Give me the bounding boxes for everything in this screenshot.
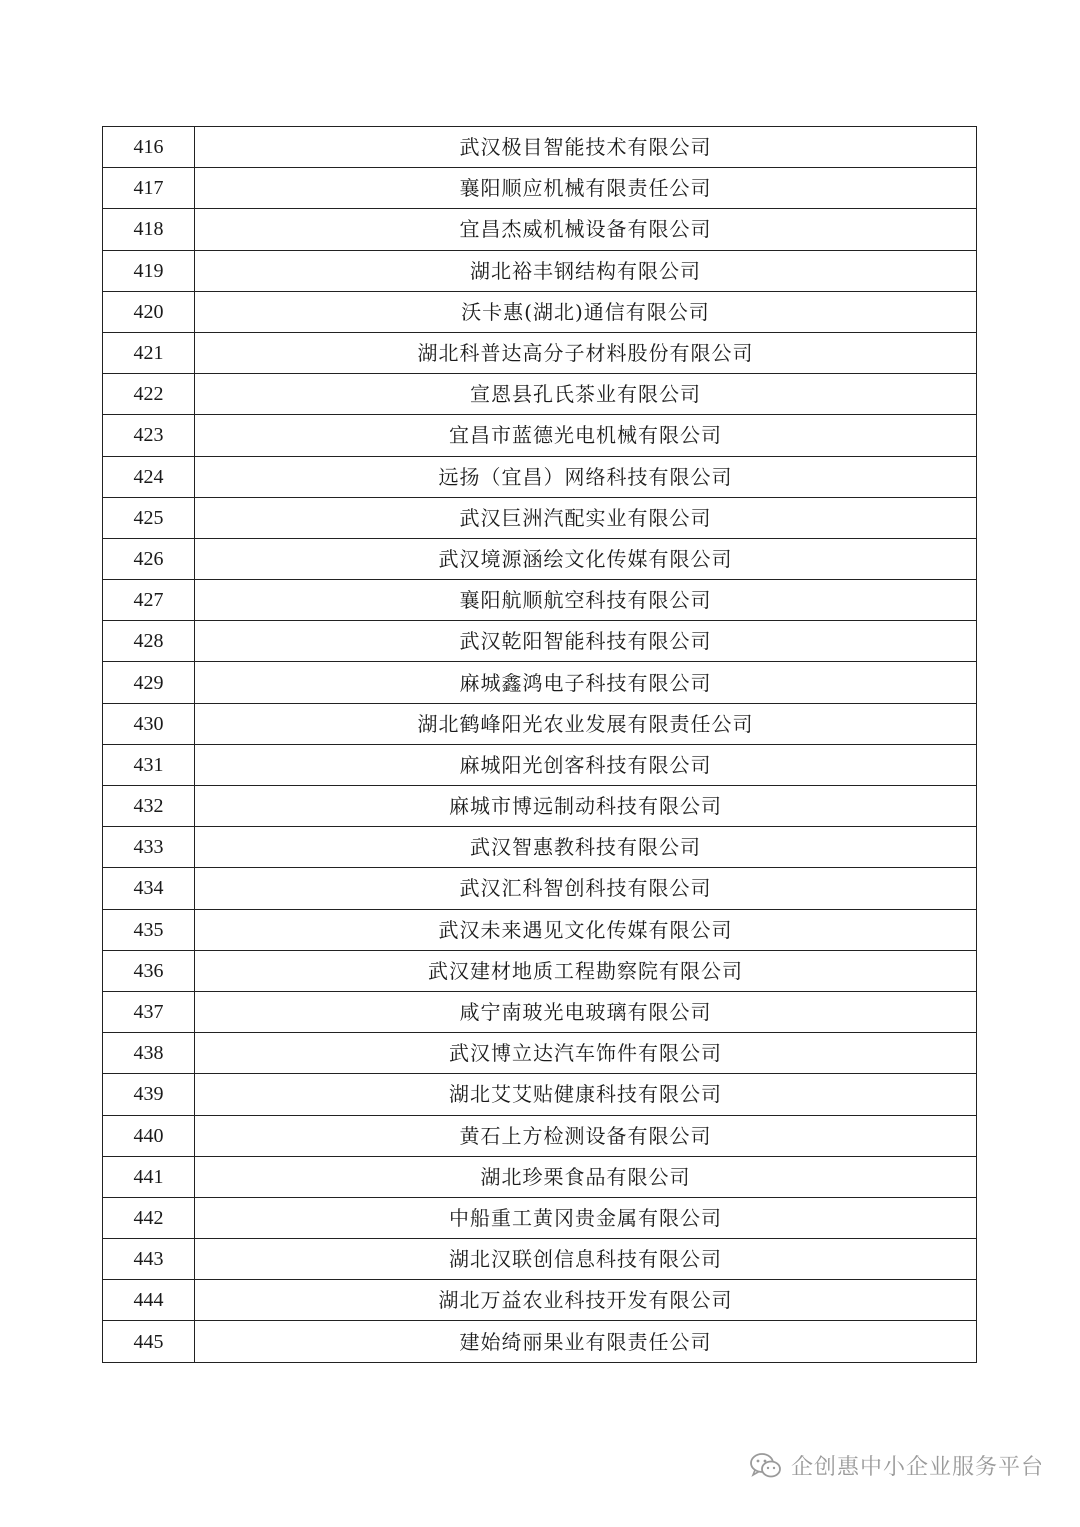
row-number-cell: 429 [103, 662, 195, 703]
table-row [103, 1280, 977, 1321]
company-name-cell: 武汉乾阳智能科技有限公司 [195, 621, 977, 662]
company-name-cell: 湖北珍栗食品有限公司 [195, 1156, 977, 1197]
table-row [103, 374, 977, 415]
company-name-cell: 湖北鹤峰阳光农业发展有限责任公司 [195, 703, 977, 744]
row-number-cell: 433 [103, 827, 195, 868]
company-name-cell: 武汉境源涵绘文化传媒有限公司 [195, 538, 977, 579]
company-name-cell: 麻城鑫鸿电子科技有限公司 [195, 662, 977, 703]
table-row [103, 456, 977, 497]
company-name-cell: 武汉汇科智创科技有限公司 [195, 868, 977, 909]
table-row [103, 127, 977, 168]
row-number-cell: 437 [103, 991, 195, 1032]
table-row [103, 580, 977, 621]
table-row [103, 1321, 977, 1362]
company-name-cell: 武汉未来遇见文化传媒有限公司 [195, 909, 977, 950]
row-number-cell: 421 [103, 332, 195, 373]
row-number-cell: 441 [103, 1156, 195, 1197]
row-number-cell: 432 [103, 786, 195, 827]
table-row [103, 1239, 977, 1280]
company-name-cell: 沃卡惠(湖北)通信有限公司 [195, 291, 977, 332]
company-name-cell: 湖北万益农业科技开发有限公司 [195, 1280, 977, 1321]
company-name-cell: 宜昌市蓝德光电机械有限公司 [195, 415, 977, 456]
company-name-cell: 远扬（宜昌）网络科技有限公司 [195, 456, 977, 497]
company-name-cell: 湖北汉联创信息科技有限公司 [195, 1239, 977, 1280]
table-row [103, 909, 977, 950]
table-row [103, 1156, 977, 1197]
row-number-cell: 427 [103, 580, 195, 621]
row-number-cell: 445 [103, 1321, 195, 1362]
table-row [103, 1197, 977, 1238]
company-name-cell: 武汉智惠教科技有限公司 [195, 827, 977, 868]
watermark-text: 企创惠中小企业服务平台 [790, 1455, 1044, 1480]
row-number-cell: 419 [103, 250, 195, 291]
table-row [103, 868, 977, 909]
row-number-cell: 443 [103, 1239, 195, 1280]
row-number-cell: 423 [103, 415, 195, 456]
row-number-cell: 439 [103, 1074, 195, 1115]
company-name-cell: 麻城市博远制动科技有限公司 [195, 786, 977, 827]
company-name-cell: 武汉博立达汽车饰件有限公司 [195, 1033, 977, 1074]
row-number-cell: 425 [103, 497, 195, 538]
table-row [103, 662, 977, 703]
row-number-cell: 431 [103, 744, 195, 785]
table-row [103, 950, 977, 991]
row-number-cell: 424 [103, 456, 195, 497]
row-number-cell: 428 [103, 621, 195, 662]
row-number-cell: 440 [103, 1115, 195, 1156]
row-number-cell: 434 [103, 868, 195, 909]
table-row [103, 1115, 977, 1156]
company-name-cell: 武汉巨洲汽配实业有限公司 [195, 497, 977, 538]
table-row [103, 538, 977, 579]
row-number-cell: 416 [103, 127, 195, 168]
table-row [103, 703, 977, 744]
table-row [103, 209, 977, 250]
row-number-cell: 435 [103, 909, 195, 950]
table-row [103, 786, 977, 827]
watermark [749, 1450, 1044, 1481]
row-number-cell: 426 [103, 538, 195, 579]
row-number-cell: 422 [103, 374, 195, 415]
company-name-cell: 襄阳航顺航空科技有限公司 [195, 580, 977, 621]
table-row [103, 291, 977, 332]
company-name-cell: 宣恩县孔氏茶业有限公司 [195, 374, 977, 415]
table-row [103, 332, 977, 373]
company-name-cell: 湖北科普达高分子材料股份有限公司 [195, 332, 977, 373]
company-name-cell: 中船重工黄冈贵金属有限公司 [195, 1197, 977, 1238]
company-name-cell: 宜昌杰威机械设备有限公司 [195, 209, 977, 250]
company-name-cell: 武汉极目智能技术有限公司 [195, 127, 977, 168]
row-number-cell: 417 [103, 168, 195, 209]
table-row [103, 415, 977, 456]
table-row [103, 621, 977, 662]
table-row [103, 1033, 977, 1074]
wechat-icon [749, 1452, 783, 1480]
row-number-cell: 438 [103, 1033, 195, 1074]
row-number-cell: 418 [103, 209, 195, 250]
company-list-table [102, 126, 977, 1363]
company-name-cell: 湖北裕丰钢结构有限公司 [195, 250, 977, 291]
company-name-cell: 咸宁南玻光电玻璃有限公司 [195, 991, 977, 1032]
row-number-cell: 442 [103, 1197, 195, 1238]
company-name-cell: 湖北艾艾贴健康科技有限公司 [195, 1074, 977, 1115]
company-name-cell: 武汉建材地质工程勘察院有限公司 [195, 950, 977, 991]
table-row [103, 497, 977, 538]
company-name-cell: 麻城阳光创客科技有限公司 [195, 744, 977, 785]
table-row [103, 250, 977, 291]
company-name-cell: 建始绮丽果业有限责任公司 [195, 1321, 977, 1362]
row-number-cell: 436 [103, 950, 195, 991]
row-number-cell: 430 [103, 703, 195, 744]
table-row [103, 827, 977, 868]
row-number-cell: 444 [103, 1280, 195, 1321]
table-row [103, 1074, 977, 1115]
table-body [103, 127, 977, 1363]
table-row [103, 991, 977, 1032]
company-name-cell: 黄石上方检测设备有限公司 [195, 1115, 977, 1156]
row-number-cell: 420 [103, 291, 195, 332]
table-row [103, 744, 977, 785]
table-row [103, 168, 977, 209]
company-name-cell: 襄阳顺应机械有限责任公司 [195, 168, 977, 209]
